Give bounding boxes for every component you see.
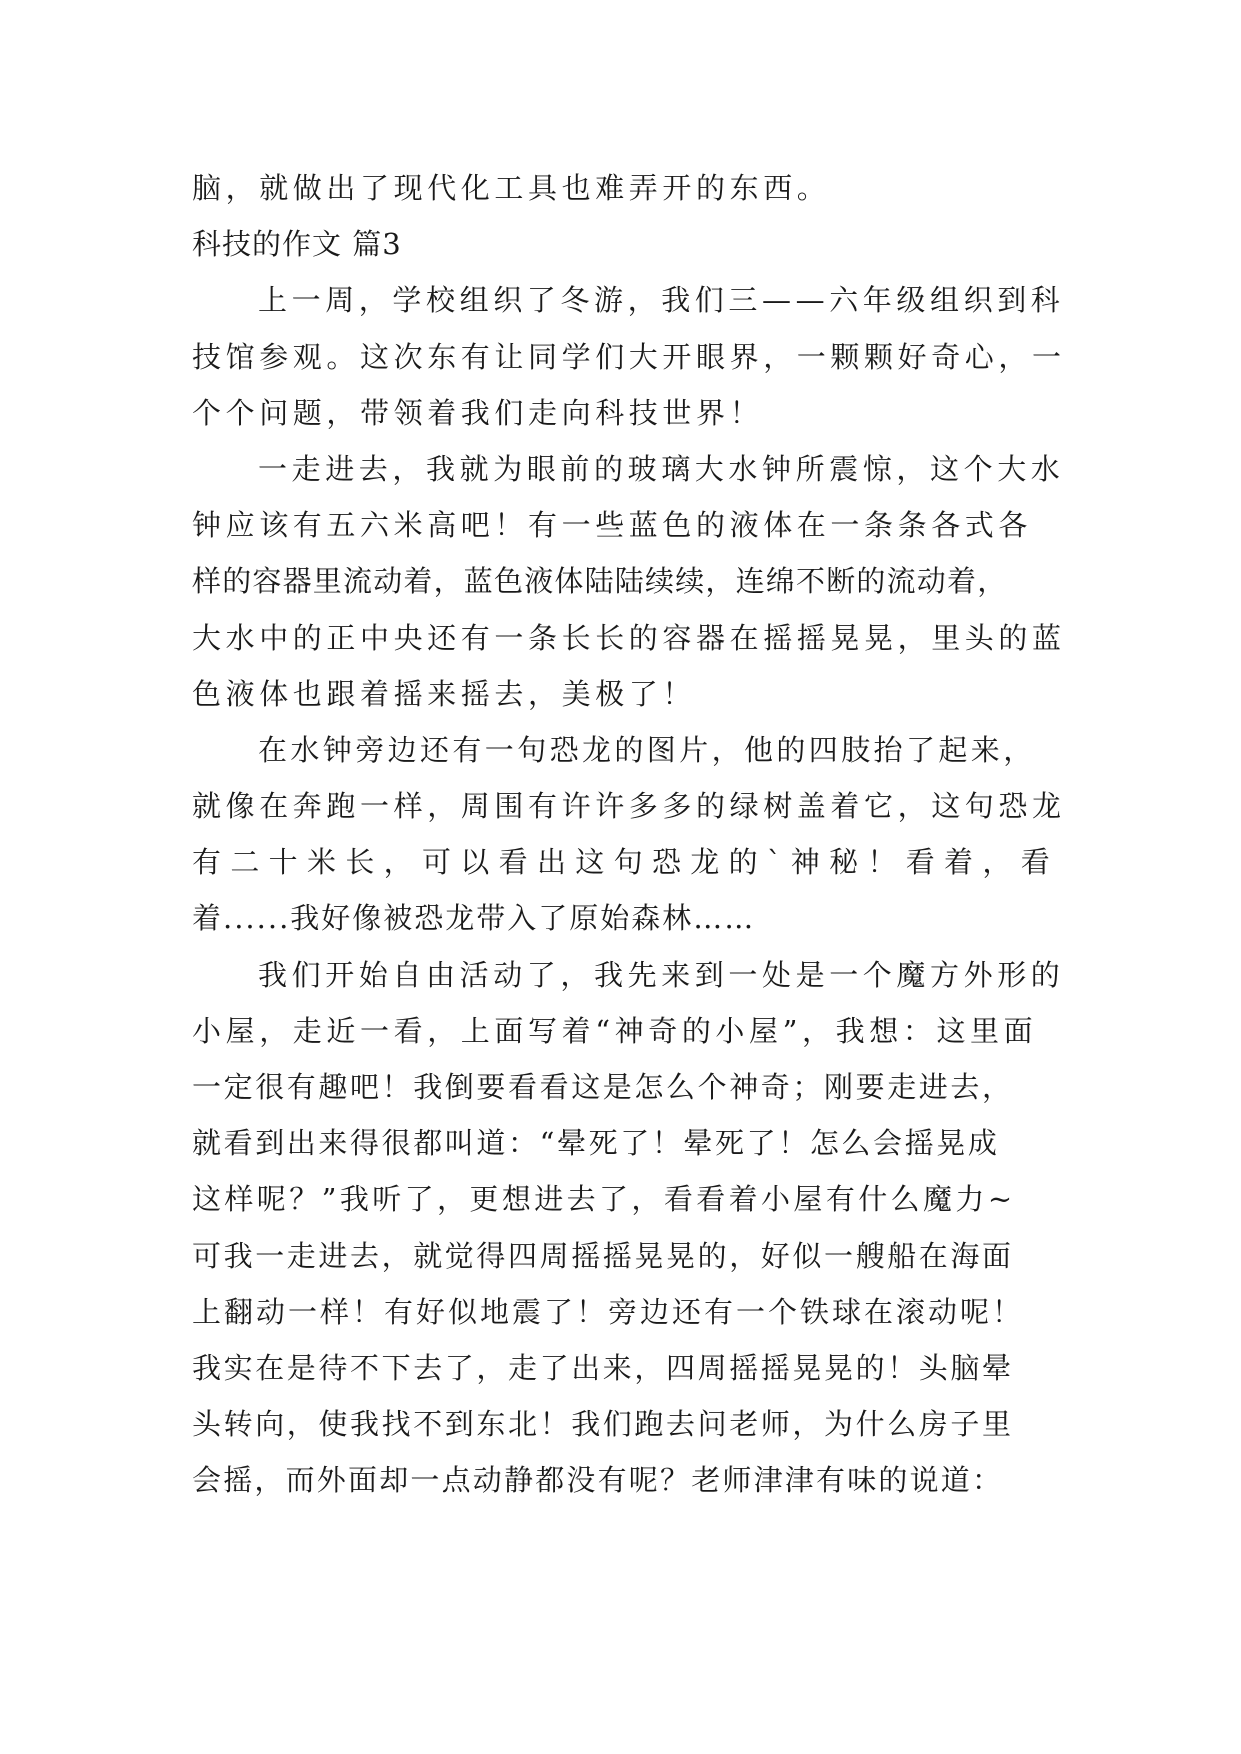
justified-char: 看 xyxy=(1020,845,1050,880)
paragraph-line: 我实在是待不下去了，走了出来，四周摇摇晃晃的！头脑晕 xyxy=(192,1350,1014,1385)
paragraph-line: 会摇，而外面却一点动静都没有呢？老师津津有味的说道： xyxy=(192,1463,1004,1498)
paragraph-line: 可我一走进去，就觉得四周摇摇晃晃的，好似一艘船在海面 xyxy=(192,1238,1014,1273)
justified-char: 二 xyxy=(230,845,260,880)
paragraph-line: 这样呢？”我听了，更想进去了，看看着小屋有什么魔力~ xyxy=(192,1182,1016,1217)
paragraph-line: 一走进去，我就为眼前的玻璃大水钟所震惊，这个大水 xyxy=(258,451,1065,486)
justified-char: 龙 xyxy=(690,845,720,880)
paragraph-line: 头转向，使我找不到东北！我们跑去问老师，为什么房子里 xyxy=(192,1407,1014,1442)
section-heading: 科技的作文 篇3 xyxy=(192,227,402,262)
paragraph-line: 就像在奔跑一样，周围有许许多多的绿树盖着它，这句恐龙 xyxy=(192,789,1066,824)
paragraph-line: 就看到出来得很都叫道：“晕死了！晕死了！怎么会摇晃成 xyxy=(192,1126,1000,1161)
paragraph-line: 小屋，走近一看，上面写着“神奇的小屋”，我想：这里面 xyxy=(192,1013,1038,1048)
paragraph-line: 上翻动一样！有好似地震了！旁边还有一个铁球在滚动呢！ xyxy=(192,1294,1025,1329)
justified-char: 出 xyxy=(536,845,566,880)
document-body xyxy=(192,160,1066,1509)
justified-char: 以 xyxy=(460,845,490,880)
justified-char: 秘 xyxy=(829,845,859,880)
justified-char: 长 xyxy=(345,845,375,880)
paragraph-line: 色液体也跟着摇来摇去，美极了！ xyxy=(192,676,697,711)
paragraph-line: 个个问题，带领着我们走向科技世界！ xyxy=(192,395,764,430)
paragraph-line: 上一周，学校组织了冬游，我们三——六年级组织到科 xyxy=(258,283,1065,318)
paragraph-line-justified xyxy=(192,834,1050,890)
justified-char: 句 xyxy=(613,845,643,880)
paragraph-line: 一定很有趣吧！我倒要看看这是怎么个神奇；刚要走进去， xyxy=(192,1070,1014,1104)
justified-char: 看 xyxy=(498,845,528,880)
justified-char: 米 xyxy=(306,845,336,880)
paragraph-line: 我们开始自由活动了，我先来到一处是一个魔方外形的 xyxy=(258,957,1065,992)
justified-char: 可 xyxy=(421,845,451,880)
paragraph-line: 在水钟旁边还有一句恐龙的图片，他的四肢抬了起来， xyxy=(258,732,1036,767)
justified-char: ` xyxy=(766,845,782,880)
paragraph-line: 着......我好像被恐龙带入了原始森林…… xyxy=(192,901,756,936)
justified-char: ， xyxy=(383,845,413,880)
paragraph-line: 脑，就做出了现代化工具也难弄开的东西。 xyxy=(192,171,831,205)
justified-char: 看 xyxy=(905,845,935,880)
justified-char: ！ xyxy=(867,845,897,880)
justified-char: 有 xyxy=(192,845,222,880)
justified-char: 神 xyxy=(790,845,820,880)
justified-char: 的 xyxy=(728,845,758,880)
paragraph-line: 样的容器里流动着，蓝色液体陆陆续续，连绵不断的流动着， xyxy=(192,564,1008,599)
justified-char: 恐 xyxy=(651,845,681,880)
justified-char: 着 xyxy=(944,845,974,880)
justified-char: 这 xyxy=(575,845,605,880)
justified-char: ， xyxy=(982,845,1012,880)
paragraph-line: 大水中的正中央还有一条长长的容器在摇摇晃晃，里头的蓝 xyxy=(192,620,1066,655)
paragraph-line: 钟应该有五六米高吧！有一些蓝色的液体在一条条各式各 xyxy=(192,508,1033,543)
justified-char: 十 xyxy=(268,845,298,880)
paragraph-line: 技馆参观。这次东有让同学们大开眼界，一颗颗好奇心，一 xyxy=(192,339,1066,374)
